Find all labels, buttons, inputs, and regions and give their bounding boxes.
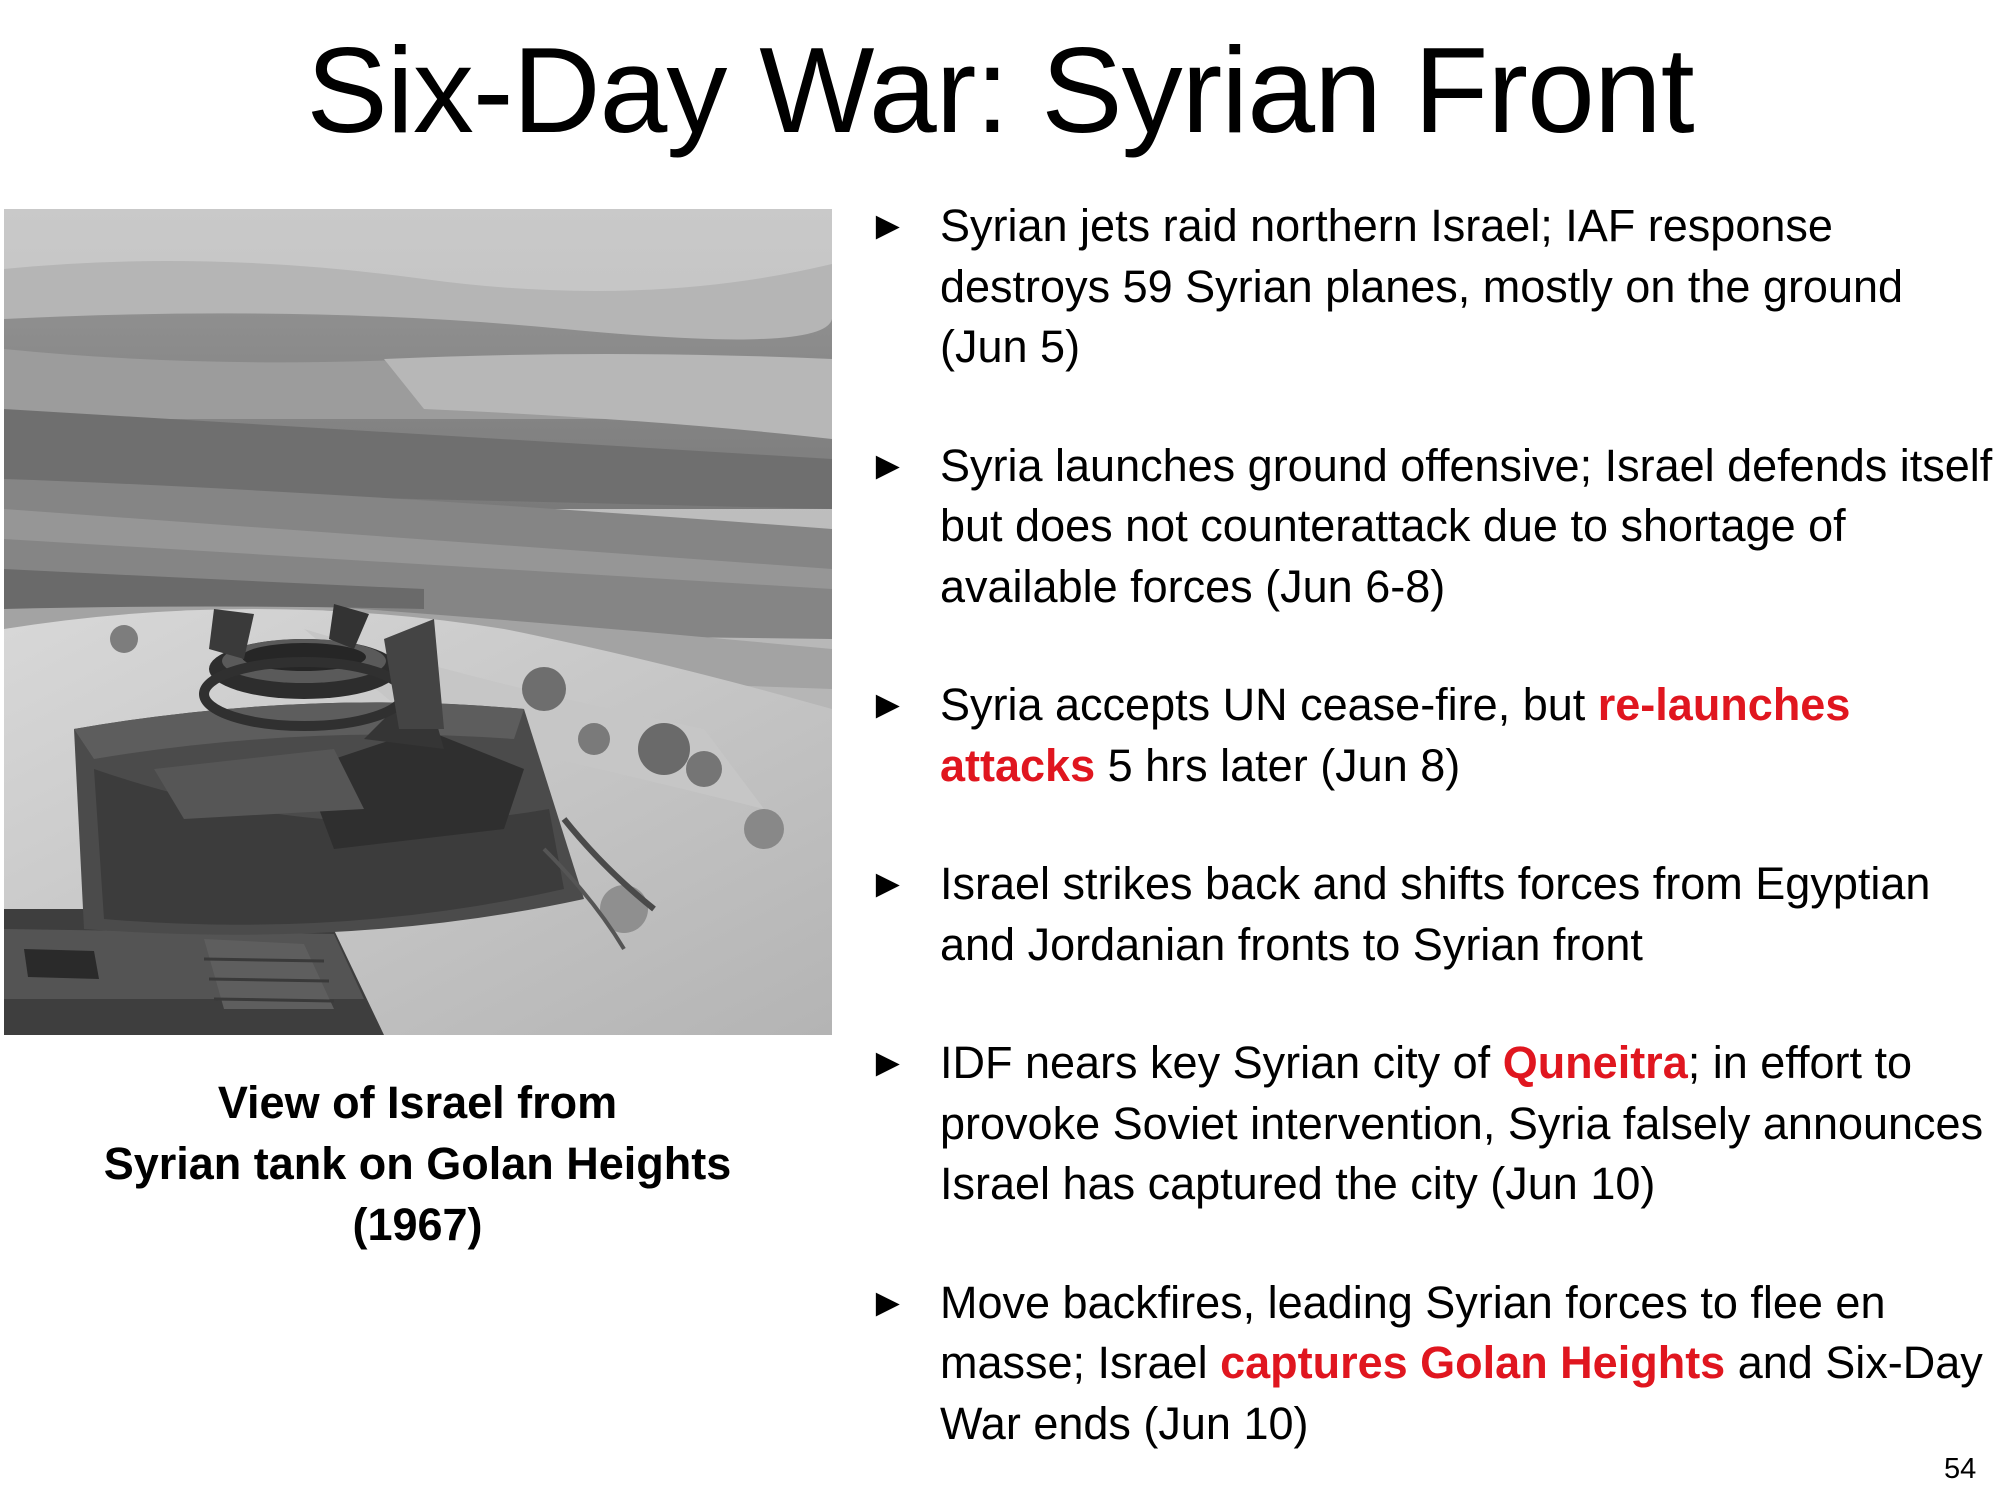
bullet-arrow-icon: ►: [868, 1041, 908, 1085]
bullet-text: Syria accepts UN cease-fire, but: [940, 679, 1598, 730]
page-number: 54: [1944, 1453, 1977, 1485]
bullet-highlight: Quneitra: [1502, 1037, 1688, 1088]
caption-line: View of Israel from: [217, 1077, 618, 1128]
bullet-item: [868, 1033, 1996, 1215]
bullet-text: and Six-Day War ends (Jun 10): [940, 1337, 1983, 1449]
bullet-item: [868, 854, 1996, 975]
bullet-text: Syria launches ground offensive; Israel defends itself but does not counterattack due to shortage of available forces (Jun 6-8): [940, 439, 1993, 612]
bullet-item: [868, 436, 1996, 618]
bullet-item: [868, 1273, 1996, 1455]
bullet-arrow-icon: ►: [868, 862, 908, 906]
bullet-text: Israel strikes back and shifts forces from Egyptian and Jordanian fronts to Syrian front: [940, 858, 1931, 970]
bullet-arrow-icon: ►: [868, 683, 908, 727]
golan-tank-photo: [4, 209, 832, 1035]
caption-line: (1967): [352, 1199, 483, 1250]
bullet-arrow-icon: ►: [868, 1280, 908, 1325]
slide-title: Six-Day War: Syrian Front: [306, 22, 1694, 158]
bullet-text: Syrian jets raid northern Israel; IAF response destroys 59 Syrian planes, mostly on the ground (Jun 5): [940, 200, 1904, 372]
bullet-text: Move backfires, leading Syrian forces to flee en masse; Israel: [940, 1276, 1886, 1388]
caption-line: Syrian tank on Golan Heights: [103, 1138, 732, 1189]
bullet-text: ; in effort to provoke Soviet intervention, Syria falsely announces Israel has captured the city (Jun 10): [940, 1037, 1984, 1209]
bullet-text: 5 hrs later (Jun 8): [1095, 739, 1461, 791]
bullet-item: [868, 675, 1996, 796]
bullet-list: [868, 196, 1996, 1512]
bullet-highlight: captures Golan Heights: [1220, 1337, 1726, 1388]
bullet-arrow-icon: ►: [868, 443, 908, 488]
photo-caption: [30, 1072, 805, 1255]
bullet-item: [868, 196, 1996, 378]
golan-tank-photo-illustration: [4, 209, 832, 1035]
bullet-arrow-icon: ►: [868, 204, 908, 248]
bullet-highlight: re-launches attacks: [940, 679, 1851, 791]
bullet-text: IDF nears key Syrian city of: [940, 1037, 1503, 1088]
